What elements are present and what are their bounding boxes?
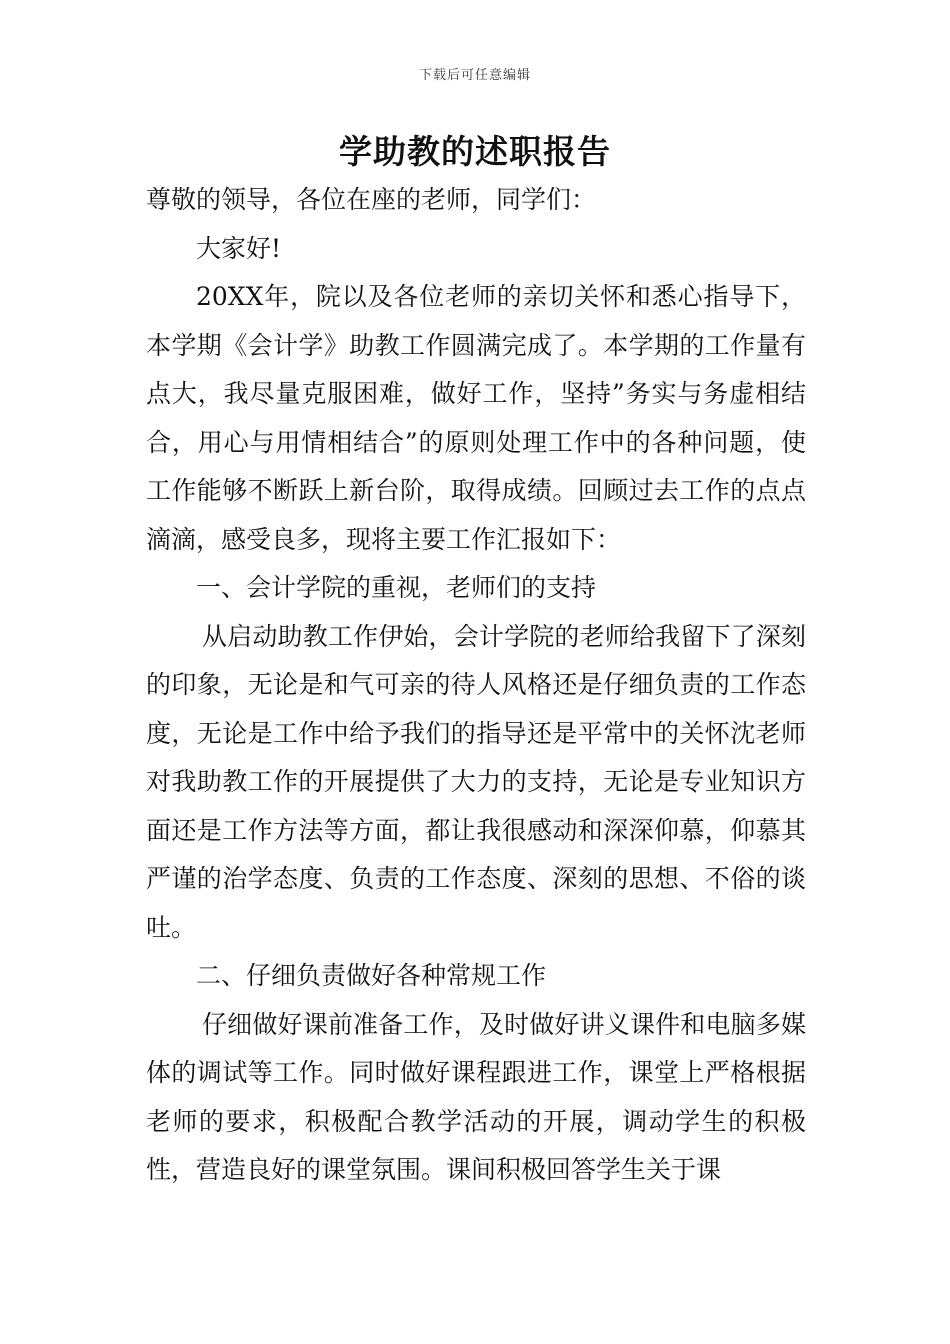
document-body [146,176,806,1195]
salutation: 尊敬的领导，各位在座的老师，同学们： [146,185,597,214]
section2-heading: 二、仔细负责做好各种常规工作 [196,961,547,990]
section2-paragraph: 仔细做好课前准备工作，及时做好讲义课件和电脑多媒体的调试等工作。同时做好课程跟进工作，课堂上严格根据老师的要求，积极配合教学活动的开展，调动学生的积极性，营造良好的课堂氛围。课间积极回答学生关于课 [146,1009,806,1184]
greeting: 大家好! [196,233,282,263]
header-note: 下载后可任意编辑 [418,68,531,83]
section1-paragraph: 从启动助教工作伊始，会计学院的老师给我留下了深刻的印象，无论是和气可亲的待人风格还是仔细负责的工作态度，无论是工作中给予我们的指导还是平常中的关怀沈老师对我助教工作的开展提供了大力的支持，无论是专业知识方面还是工作方法等方面，都让我很感动和深深仰慕，仰慕其严谨的治学态度、负责的工作态度、深刻的思想、不俗的谈吐。 [146,621,806,942]
section1-heading: 一、会计学院的重视，老师们的支持 [196,573,597,602]
intro-paragraph: 20XX年，院以及各位老师的亲切关怀和悉心指导下，本学期《会计学》助教工作圆满完成了。本学期的工作量有点大，我尽量克服困难，做好工作，坚持”务实与务虚相结合，用心与用情相结合”的原则处理工作中的各种问题，使工作能够不断跃上新台阶，取得成绩。回顾过去工作的点点滴滴，感受良多，现将主要工作汇报如下： [146,282,806,554]
document-title: 学助教的述职报告 [339,132,611,171]
